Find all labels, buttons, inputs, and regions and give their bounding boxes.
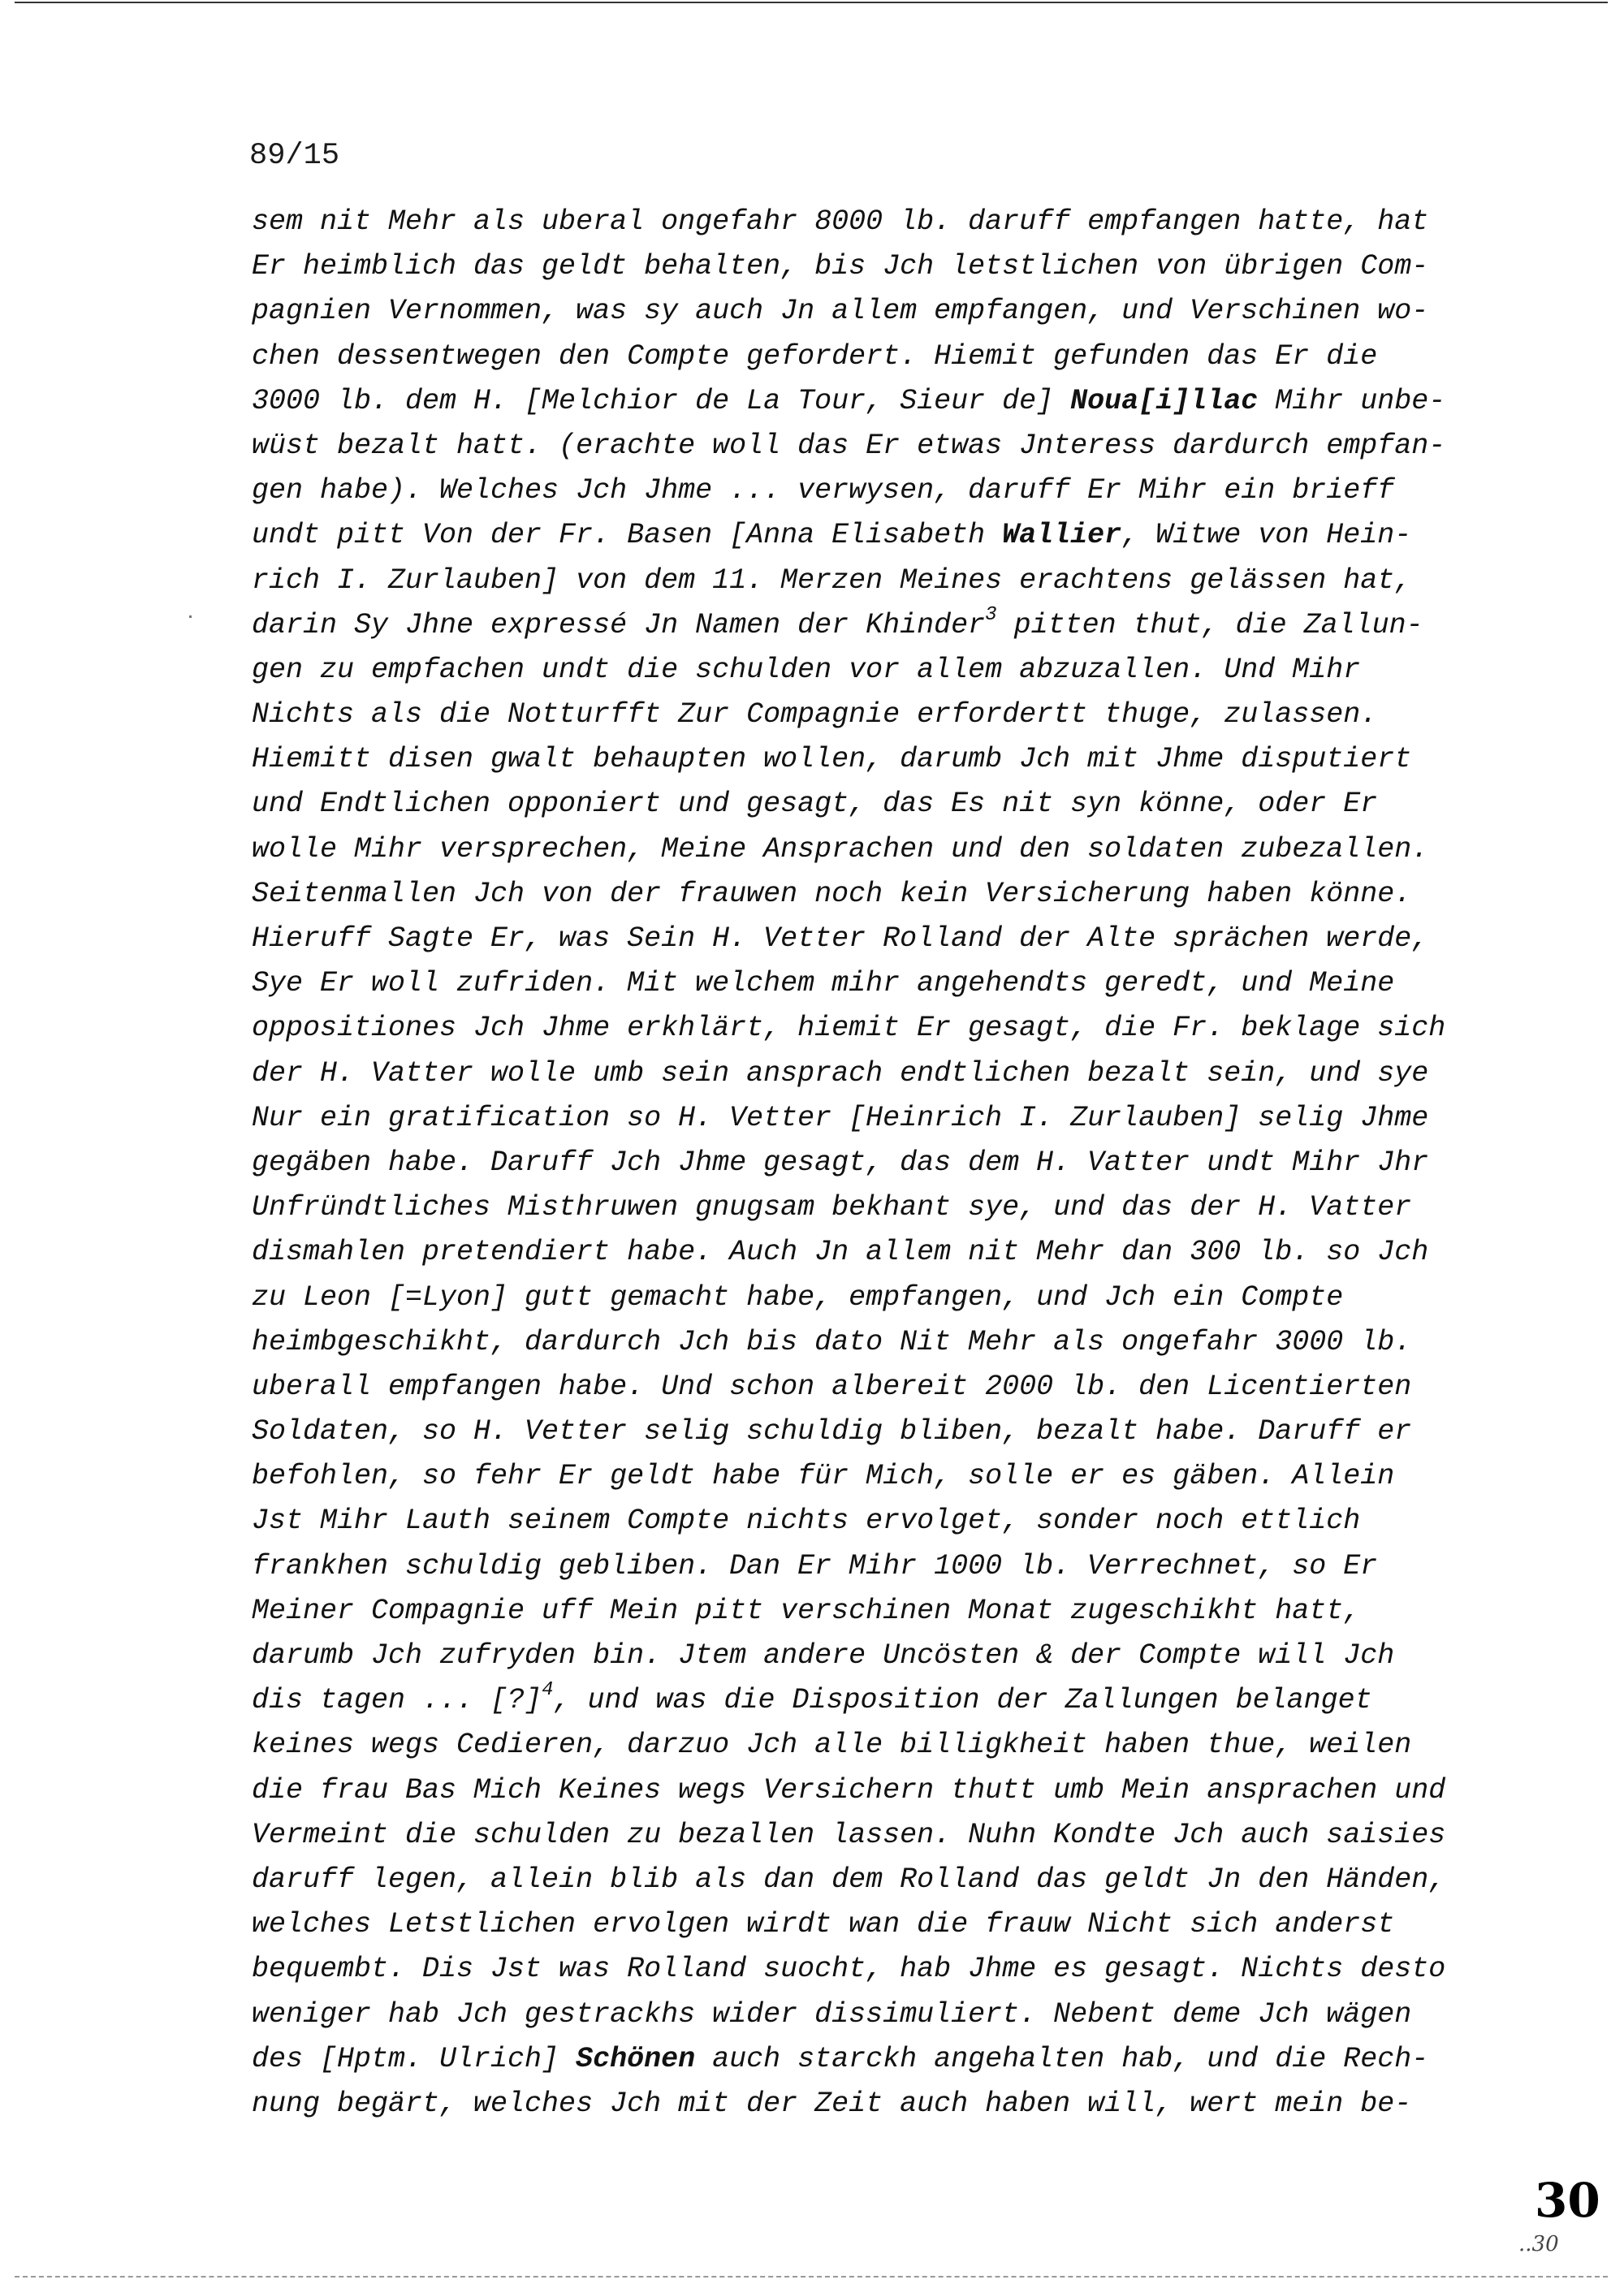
text-line: Nur ein gratification so H. Vetter [Heinrich I. Zurlauben] selig Jhme xyxy=(252,1101,1429,1134)
text-segment: dis tagen ... [?] xyxy=(252,1684,542,1717)
margin-speck xyxy=(189,615,192,618)
text-line: wolle Mihr versprechen, Meine Ansprachen und den soldaten zubezallen. xyxy=(252,832,1429,866)
text-line xyxy=(252,513,1616,558)
text-segment: , Witwe von Hein- xyxy=(1121,519,1412,552)
bold-name: Noua[i]llac xyxy=(1070,384,1259,417)
text-line: dismahlen pretendiert habe. Auch Jn allem nit Mehr dan 300 lb. so Jch xyxy=(252,1236,1429,1269)
footnote-marker: 3 xyxy=(985,603,997,626)
bold-name: Schönen xyxy=(576,2042,696,2075)
text-line: befohlen, so fehr Er geldt habe für Mich, solle er es gäben. Allein xyxy=(252,1460,1395,1493)
page-folio: 89/15 xyxy=(249,139,340,173)
text-line: welches Letstlichen ervolgen wirdt wan die frauw Nicht sich anderst xyxy=(252,1908,1395,1941)
text-segment: pitten thut, die Zallun- xyxy=(996,608,1423,641)
text-line: zu Leon [=Lyon] gutt gemacht habe, empfangen, und Jch ein Compte xyxy=(252,1280,1344,1314)
text-line: und Endtlichen opponiert und gesagt, das Es nit syn könne, oder Er xyxy=(252,788,1378,821)
text-segment: , und was die Disposition der Zallungen belanget xyxy=(553,1684,1372,1717)
text-line: Jst Mihr Lauth seinem Compte nichts ervolget, sonder noch ettlich xyxy=(252,1505,1361,1538)
text-line: Meiner Compagnie uff Mein pitt verschinen Monat zugeschikht hatt, xyxy=(252,1594,1361,1627)
text-line: gen habe). Welches Jch Jhme ... verwysen, daruff Er Mihr ein brieff xyxy=(252,474,1395,507)
text-line: Nichts als die Notturfft Zur Compagnie erfordertt thuge, zulassen. xyxy=(252,698,1378,732)
text-segment: 3000 lb. dem H. [Melchior de La Tour, Sieur de] xyxy=(252,384,1071,417)
text-line: die frau Bas Mich Keines wegs Versichern thutt umb Mein ansprachen und xyxy=(252,1773,1446,1807)
text-line: bequembt. Dis Jst was Rolland suocht, hab Jhme es gesagt. Nichts desto xyxy=(252,1953,1446,1986)
text-line: frankhen schuldig gebliben. Dan Er Mihr 1000 lb. Verrechnet, so Er xyxy=(252,1549,1378,1582)
text-line: wüst bezalt hatt. (erachte woll das Er etwas Jnteress dardurch empfan- xyxy=(252,429,1446,462)
text-line: daruff legen, allein blib als dan dem Rolland das geldt Jn den Händen, xyxy=(252,1863,1446,1896)
text-line: oppositiones Jch Jhme erkhlärt, hiemit Er gesagt, die Fr. beklage sich xyxy=(252,1012,1446,1045)
text-line: nung begärt, welches Jch mit der Zeit auch haben will, wert mein be- xyxy=(252,2087,1412,2120)
top-border-line xyxy=(15,2,1608,3)
text-line xyxy=(252,379,1616,424)
text-line: Seitenmallen Jch von der frauwen noch kein Versicherung haben könne. xyxy=(252,877,1412,910)
text-line: Unfründtliches Misthruwen gnugsam bekhant sye, und das der H. Vatter xyxy=(252,1191,1412,1224)
text-segment: Mihr unbe- xyxy=(1258,384,1446,417)
text-line xyxy=(252,1678,1616,1723)
text-line: Hieruff Sagte Er, was Sein H. Vetter Rolland der Alte sprächen werde, xyxy=(252,922,1429,955)
bottom-border-line xyxy=(15,2276,1608,2278)
text-line: gen zu empfachen undt die schulden vor allem abzuzallen. Und Mihr xyxy=(252,653,1361,686)
text-line: darumb Jch zufryden bin. Jtem andere Uncösten & der Compte will Jch xyxy=(252,1639,1395,1672)
text-segment: darin Sy Jhne expressé Jn Namen der Khinder xyxy=(252,608,986,641)
text-line: Soldaten, so H. Vetter selig schuldig bliben, bezalt habe. Daruff er xyxy=(252,1415,1412,1449)
page-number-stamp: 30 xyxy=(1535,2173,1600,2228)
bold-name: Wallier xyxy=(1002,519,1122,552)
text-line: sem nit Mehr als uberal ongefahr 8000 lb. daruff empfangen hatte, hat xyxy=(252,205,1429,238)
text-segment: undt pitt Von der Fr. Basen [Anna Elisabeth xyxy=(252,519,1003,552)
text-line: pagnien Vernommen, was sy auch Jn allem empfangen, und Verschinen wo- xyxy=(252,295,1429,328)
footnote-marker: 4 xyxy=(542,1679,554,1702)
text-line: uberall empfangen habe. Und schon albereit 2000 lb. den Licentierten xyxy=(252,1370,1412,1403)
text-line xyxy=(252,2037,1616,2082)
text-line: heimbgeschikht, dardurch Jch bis dato Nit Mehr als ongefahr 3000 lb. xyxy=(252,1325,1412,1358)
text-line: weniger hab Jch gestrackhs wider dissimuliert. Nebent deme Jch wägen xyxy=(252,1997,1412,2031)
text-line: der H. Vatter wolle umb sein ansprach endtlichen bezalt sein, und sye xyxy=(252,1056,1429,1090)
text-line: gegäben habe. Daruff Jch Jhme gesagt, das dem H. Vatter undt Mihr Jhr xyxy=(252,1146,1429,1179)
text-line: keines wegs Cedieren, darzuo Jch alle billigkheit haben thue, weilen xyxy=(252,1729,1412,1762)
text-line xyxy=(252,603,1616,648)
page-number-stamp-faint: ..30 xyxy=(1518,2232,1559,2256)
text-line: rich I. Zurlauben] von dem 11. Merzen Meines erachtens gelässen hat, xyxy=(252,563,1412,597)
text-line: Er heimblich das geldt behalten, bis Jch letstlichen von übrigen Com- xyxy=(252,250,1429,283)
text-line: Hiemitt disen gwalt behaupten wollen, darumb Jch mit Jhme disputiert xyxy=(252,743,1412,776)
text-line: chen dessentwegen den Compte gefordert. Hiemit gefunden das Er die xyxy=(252,339,1378,373)
text-segment: auch starckh angehalten hab, und die Rech- xyxy=(695,2042,1429,2075)
body-text xyxy=(252,200,1616,2126)
text-line: Vermeint die schulden zu bezallen lassen. Nuhn Kondte Jch auch saisies xyxy=(252,1818,1446,1851)
text-segment: des [Hptm. Ulrich] xyxy=(252,2042,577,2075)
text-line: Sye Er woll zufriden. Mit welchem mihr angehendts geredt, und Meine xyxy=(252,967,1395,1000)
